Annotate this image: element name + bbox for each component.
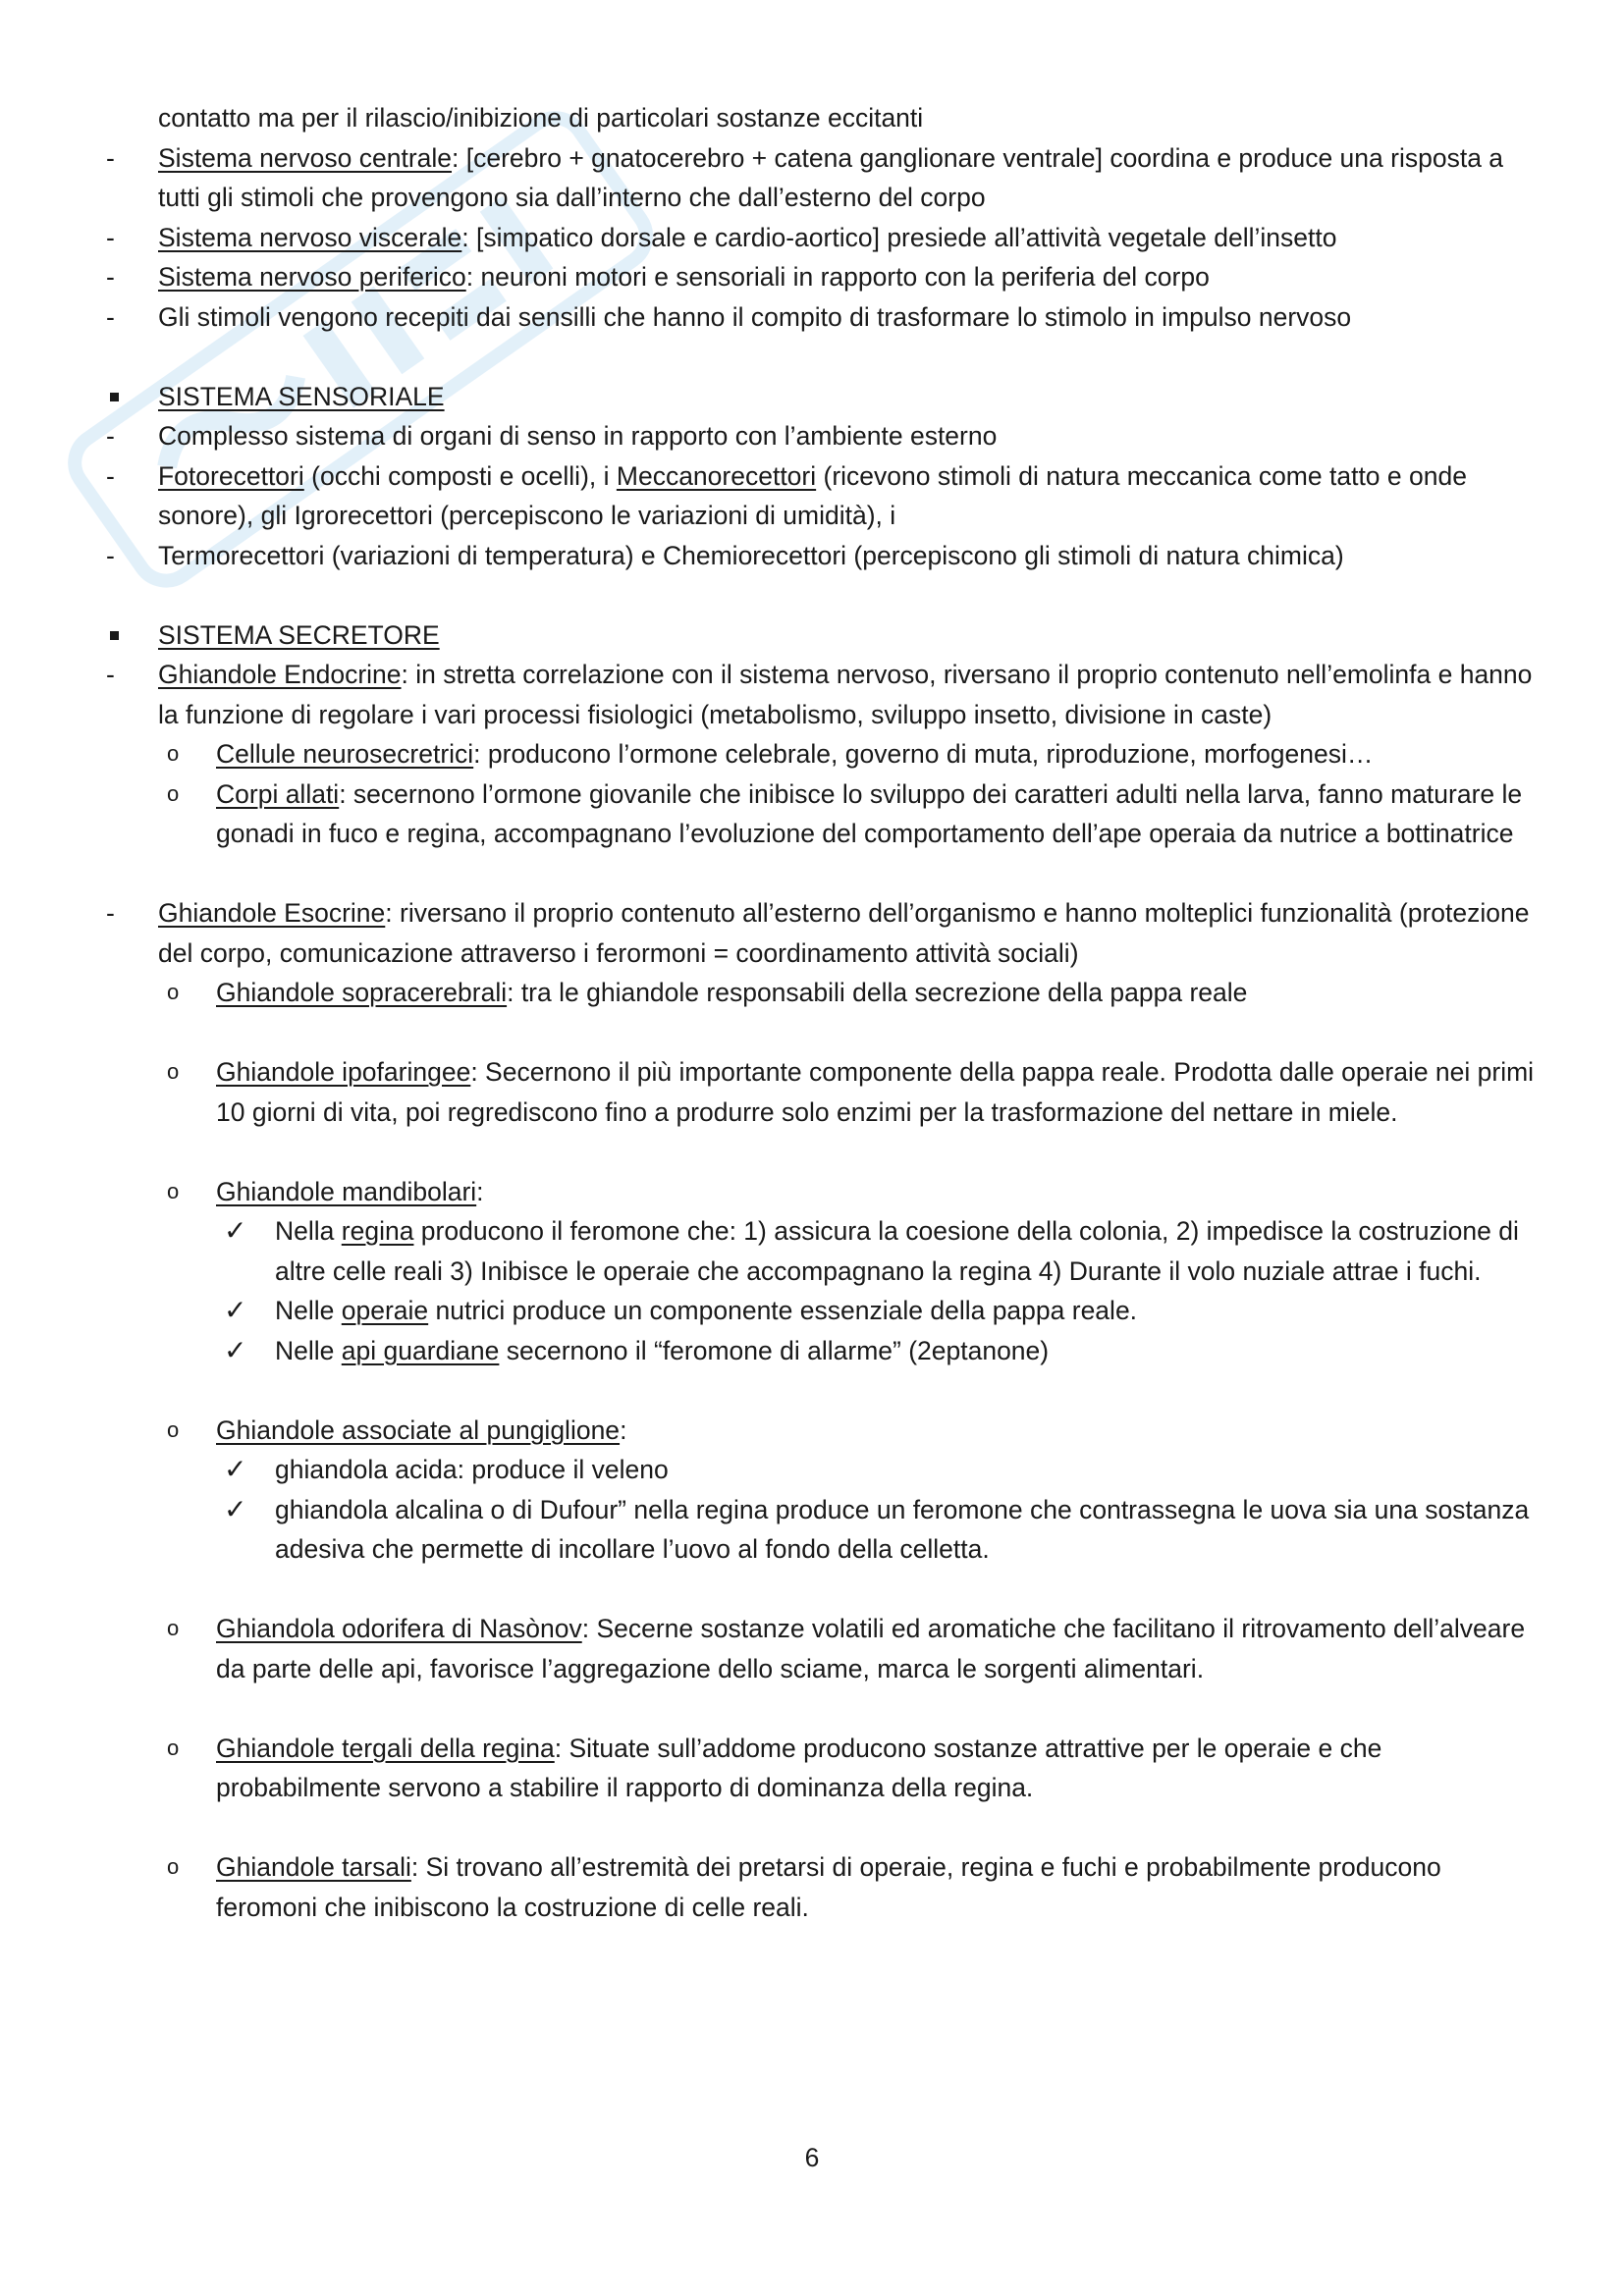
circle-list-item: o Cellule neurosecretrici: producono l’ormone celebrale, governo di muta, riproduzione, morfogenesi… [0,734,1624,774]
section-heading-sensoriale: SISTEMA SENSORIALE [0,377,1624,417]
circle-marker: o [167,1854,180,1879]
dash-marker: - [106,142,115,173]
check-list-item: ✓ ghiandola alcalina o di Dufour” nella regina produce un feromone che contrassegna le uova sia una sostanza adesiva che permette di incollare l’uovo al fondo della celletta. [0,1490,1624,1570]
term-ghiandole-esocrine: Ghiandole Esocrine [158,898,386,928]
dash-list-item: - Ghiandole Esocrine: riversano il proprio contenuto all’esterno dell’organismo e hanno molteplici funzionalità (protezione del corpo, comunicazione attraverso i ferormoni = coordinamento attività sociali) [0,893,1624,973]
circle-list-item: o Ghiandole tergali della regina: Situate sull’addome producono sostanze attrattive per le operaie e che probabilmente servono a stabilire il rapporto di dominanza della regina. [0,1729,1624,1808]
circle-marker: o [167,1416,180,1442]
dash-marker: - [106,262,115,292]
circle-list-item: o Ghiandole tarsali: Si trovano all’estremità dei pretarsi di operaie, regina e fuchi e probabilmente producono feromoni che inibiscono la costruzione di celle reali. [0,1847,1624,1927]
circle-marker: o [167,1178,180,1203]
circle-list-item: o Ghiandole sopracerebrali: tra le ghiandole responsabili della secrezione della pappa reale [0,973,1624,1013]
check-list-item: ✓ Nelle api guardiane secernono il “feromone di allarme” (2eptanone) [0,1331,1624,1371]
checkmark-icon: ✓ [224,1295,247,1325]
dash-list-item: - Complesso sistema di organi di senso in rapporto con l’ambiente esterno [0,416,1624,456]
checkmark-icon: ✓ [224,1493,247,1524]
check-list-item: ✓ ghiandola acida: produce il veleno [0,1450,1624,1490]
dash-list-item: - Sistema nervoso viscerale: [simpatico dorsale e cardio-aortico] presiede all’attività vegetale dell’insetto [0,218,1624,258]
dash-list-item: - Gli stimoli vengono recepiti dai sensilli che hanno il compito di trasformare lo stimolo in impulso nervoso [0,297,1624,338]
dash-marker: - [106,301,115,332]
dash-marker: - [106,460,115,491]
term-meccanorecettori: Meccanorecettori [616,460,817,491]
dash-marker: - [106,898,115,928]
dash-list-item: - Termorecettori (variazioni di temperatura) e Chemiorecettori (percepiscono gli stimoli di natura chimica) [0,536,1624,576]
dash-marker: - [106,540,115,570]
circle-marker: o [167,780,180,806]
check-list-item: ✓ Nelle operaie nutrici produce un componente essenziale della pappa reale. [0,1291,1624,1331]
dash-list-item: - Sistema nervoso centrale: [cerebro + gnatocerebro + catena ganglionare ventrale] coordina e produce una risposta a tutti gli stimoli che provengono sia dall’interno che dall’esterno del corpo [0,138,1624,218]
term-sistema-nervoso-periferico: Sistema nervoso periferico [158,262,466,292]
square-bullet-icon [110,631,119,640]
dash-marker: - [106,222,115,252]
circle-list-item: o Corpi allati: secernono l’ormone giovanile che inibisce lo sviluppo dei caratteri adulti nella larva, fanno maturare le gonadi in fuco e regina, accompagnano l’evoluzione del comportamento dell’ape operaia da nutrice a bottinatrice [0,774,1624,854]
dash-marker: - [106,421,115,451]
circle-list-item: o Ghiandola odorifera di Nasònov: Secerne sostanze volatili ed aromatiche che facilitano il ritrovamento dell’alveare da parte delle api, favorisce l’aggregazione dello sciame, marca le sorgenti alimentari. [0,1609,1624,1688]
dash-list-item: - Sistema nervoso periferico: neuroni motori e sensoriali in rapporto con la periferia del corpo [0,257,1624,297]
circle-marker: o [167,1735,180,1760]
section-heading-secretore: SISTEMA SECRETORE [0,615,1624,656]
circle-marker: o [167,741,180,766]
square-bullet-icon [110,393,119,401]
text-line: contatto ma per il rilascio/inibizione di particolari sostanze eccitanti [158,103,924,133]
circle-marker: o [167,980,180,1004]
check-list-item: ✓ Nella regina producono il feromone che: 1) assicura la coesione della colonia, 2) impedisce la costruzione di altre celle reali 3) Inibisce le operaie che accompagnano la regina 4) Durante il volo nuziale attrae i fuchi. [0,1211,1624,1291]
term-sistema-nervoso-viscerale: Sistema nervoso viscerale [158,222,462,252]
circle-list-item: o Ghiandole mandibolari: [0,1172,1624,1212]
term-fotorecettori: Fotorecettori [158,460,304,491]
document-body [0,98,1624,1927]
page-number: 6 [804,2143,820,2172]
circle-marker: o [167,1059,180,1084]
dash-marker: - [106,660,115,689]
checkmark-icon: ✓ [224,1454,247,1484]
checkmark-icon: ✓ [224,1334,247,1365]
checkmark-icon: ✓ [224,1215,247,1246]
circle-list-item: o Ghiandole associate al pungiglione: [0,1411,1624,1451]
term-sistema-nervoso-centrale: Sistema nervoso centrale [158,142,453,173]
dash-list-item: - Fotorecettori (occhi composti e ocelli), i Meccanorecettori (ricevono stimoli di natura meccanica come tatto e onde sonore), gli Igrorecettori (percepiscono le variazioni di umidità), i [0,456,1624,536]
term-ghiandole-endocrine: Ghiandole Endocrine [158,660,402,689]
dash-list-item: - Ghiandole Endocrine: in stretta correlazione con il sistema nervoso, riversano il proprio contenuto nell’emolinfa e hanno la funzione di regolare i vari processi fisiologici (metabolismo, sviluppo insetto, divisione in caste) [0,655,1624,734]
circle-list-item: o Ghiandole ipofaringee: Secernono il più importante componente della pappa reale. Prodotta dalle operaie nei primi 10 giorni di vita, poi regrediscono fino a produrre solo enzimi per la trasformazione del nettare in miele. [0,1052,1624,1132]
circle-marker: o [167,1616,180,1640]
